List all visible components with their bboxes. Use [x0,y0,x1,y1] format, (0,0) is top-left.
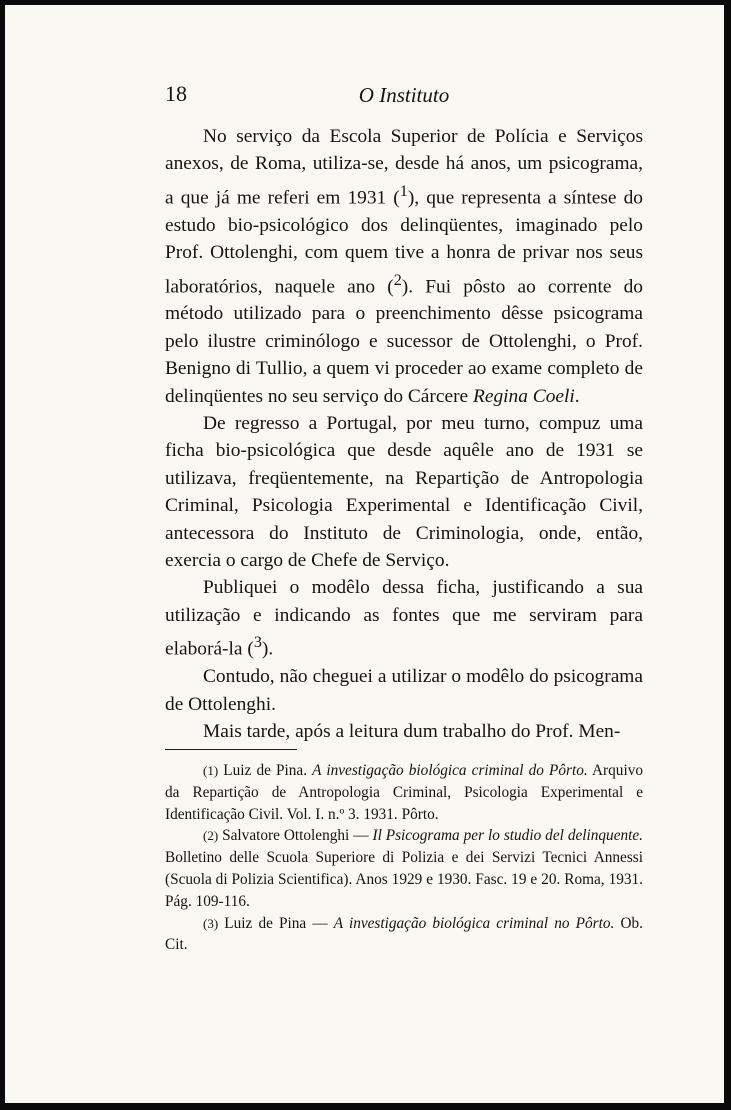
running-title: O Instituto [358,83,450,107]
paragraph-4: Contudo, não cheguei a utilizar o modêlo do psicograma de Ottolenghi. [165,666,643,715]
footnote-ref-3: 3 [253,634,262,652]
footnote-1: (1) Luiz de Pina. A investigação biológica criminal do Pôrto. Arquivo da Repartição de Antropologia Criminal, Psicologia Experimental e Identificação Civil. Vol. I. n.º 3. 1931. Pôrto. [165,762,643,823]
footnote-ref-2: 2 [393,271,402,289]
footnote-3: (3) Luiz de Pina — A investigação biológica criminal no Pôrto. Ob. Cit. [165,914,643,954]
paragraph-1: No serviço da Escola Superior de Polícia e Serviços anexos, de Roma, utiliza-se, desde há anos, um psicograma, a que já me referi em 1931 ($^1$), que representa a síntese do estudo bio-psicológico dos delinqüentes, imaginado pelo Prof. Ottolenghi, com quem tive a honra de privar nos seus laboratórios, naquele ano ($^2$). Fui pôsto ao corrente do método utilizado para o preenchimento dêsse psicograma pelo ilustre criminólogo e sucessor de Ottolenghi, o Prof. Benigno di Tullio, a quem vi proceder ao exame completo de delinqüentes no seu serviço do Cárcere Regina Coeli. [165,126,643,407]
footnote-2: (2) Salvatore Ottolenghi — Il Psicograma per lo studio del delinquente. Bolletino delle Scuola Superiore di Polizia e dei Servizi Tecnici Annessi (Scuola di Polizia Scientifica). Anos 1929 e 1930. Fasc. 19 e 20. Roma, 1931. Pág. 109-116. [165,827,643,910]
running-head [165,81,643,111]
paragraph-3: Publiquei o modêlo dessa ficha, justificando a sua utilização e indicando as fontes que me serviram para elaborá-la ($^3$). [165,577,643,660]
footnotes [165,760,643,956]
page-number: 18 [165,81,187,106]
paragraph-5: Mais tarde, após a leitura dum trabalho do Prof. Men- [203,720,621,742]
book-page [5,5,724,1103]
footnote-ref-1: 1 [399,182,408,200]
paragraph-2: De regresso a Portugal, por meu turno, compuz uma ficha bio-psicológica que desde aquêle ano de 1931 se utilizava, freqüentemente, na Repartição de Antropologia Criminal, Psicologia Experimental e Identificação Civil, antecessora do Instituto de Criminologia, onde, então, exercia o cargo de Chefe de Serviço. [165,413,643,572]
footnote-divider [165,749,297,750]
body-text [165,123,643,745]
